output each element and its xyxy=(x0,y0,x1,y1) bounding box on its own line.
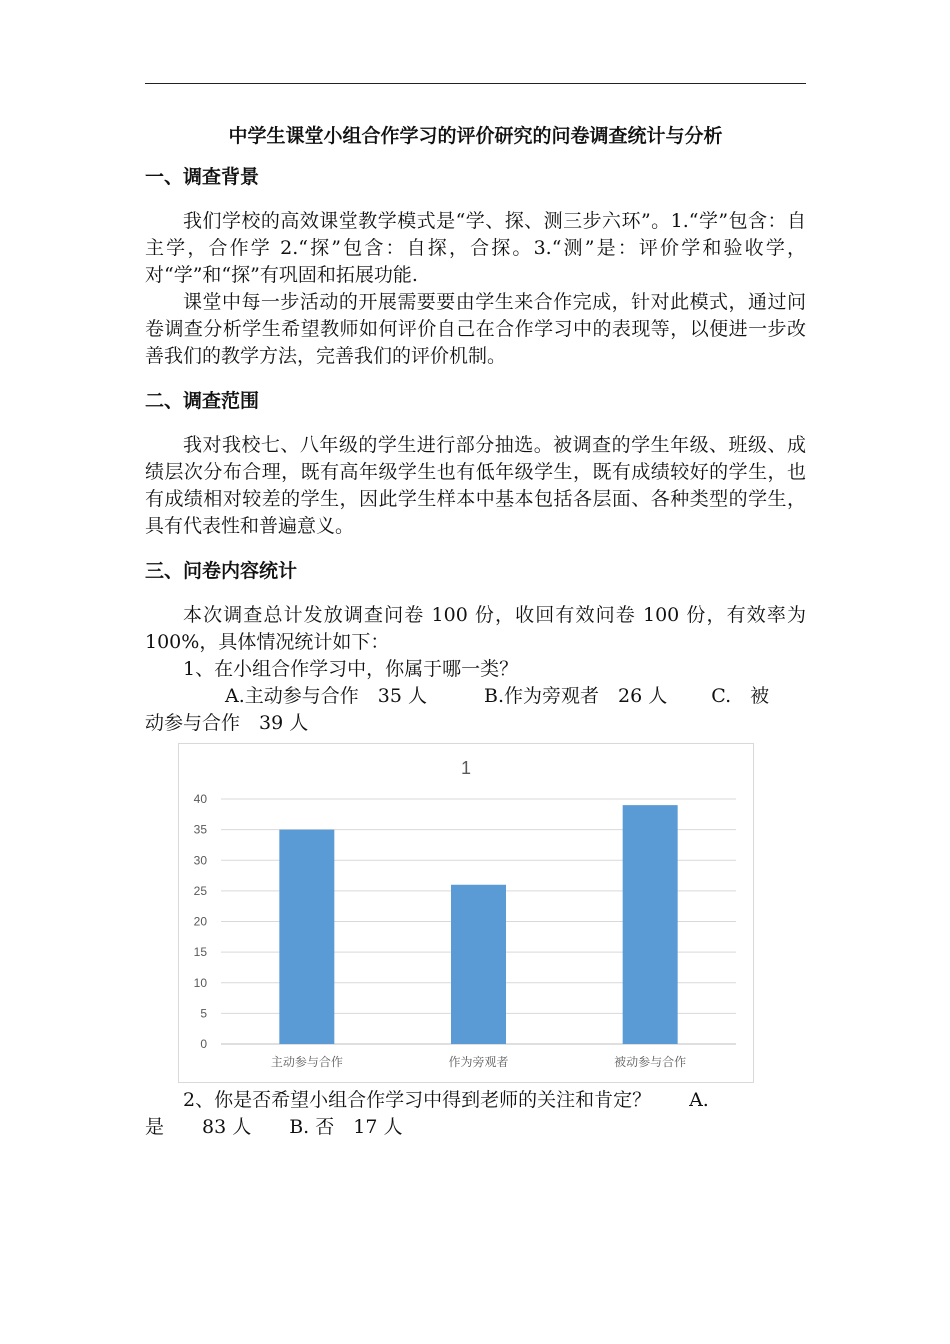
question-2-cont: 是 83 人 B. 否 17 人 xyxy=(145,1116,403,1138)
background-paragraph-2: 课堂中每一步活动的开展需要要由学生来合作完成，针对此模式，通过问卷调查分析学生希望教师如何评价自己在合作学习中的表现等，以便进一步改善我们的教学方法，完善我们的评价机制。 xyxy=(145,291,806,367)
x-tick-label: 被动参与合作 xyxy=(614,1055,687,1069)
section-heading-scope: 二、调查范围 xyxy=(145,390,260,412)
section-heading-statistics: 三、问卷内容统计 xyxy=(145,560,298,582)
background-paragraph-1: 我们学校的高效课堂教学模式是“学、探、测三步六环”。1.“学”包含：自主学，合作学 2.“探”包含：自探，合探。3.“测”是：评价学和验收学，对“学”和“探”有巩固和拓展功能. xyxy=(145,210,806,286)
y-tick-label: 10 xyxy=(193,975,207,990)
y-tick-label: 35 xyxy=(193,822,207,837)
y-tick-label: 40 xyxy=(193,792,207,806)
y-tick-label: 15 xyxy=(193,945,207,960)
question-1-options-cont: 动参与合作 39 人 xyxy=(145,712,309,734)
y-tick-label: 5 xyxy=(200,1006,207,1021)
x-tick-label: 主动参与合作 xyxy=(270,1055,343,1069)
question-1: 1、在小组合作学习中，你属于哪一类？ xyxy=(183,658,519,680)
document-title: 中学生课堂小组合作学习的评价研究的问卷调查统计与分析 xyxy=(228,125,723,147)
y-tick-label: 25 xyxy=(193,883,207,898)
chart-title: 1 xyxy=(460,758,471,778)
bar xyxy=(279,830,334,1044)
y-tick-label: 0 xyxy=(200,1037,207,1051)
section-heading-background: 一、调查背景 xyxy=(145,166,260,188)
bar xyxy=(451,885,506,1044)
scope-paragraph: 我对我校七、八年级的学生进行部分抽选。被调查的学生年级、班级、成绩层次分布合理，既有高年级学生也有低年级学生，既有成绩较好的学生，也有成绩相对较差的学生，因此学生样本中基本包括各层面、各种类型的学生，具有代表性和普遍意义。 xyxy=(145,434,806,537)
y-tick-label: 30 xyxy=(193,853,207,868)
document-body xyxy=(145,118,806,1141)
question-2: 2、你是否希望小组合作学习中得到老师的关注和肯定？ A. xyxy=(183,1089,709,1111)
y-tick-label: 20 xyxy=(193,914,207,929)
chart-svg xyxy=(179,744,753,1082)
question-1-options: A.主动参与合作 35 人 B.作为旁观者 26 人 C. 被 xyxy=(225,685,770,707)
x-tick-label: 作为旁观者 xyxy=(448,1055,509,1069)
header-rule xyxy=(145,83,806,84)
statistics-intro: 本次调查总计发放调查问卷 100 份，收回有效问卷 100 份，有效率为 100%，具体情况统计如下： xyxy=(145,604,806,653)
bar-chart xyxy=(178,743,754,1083)
bar xyxy=(623,805,678,1044)
